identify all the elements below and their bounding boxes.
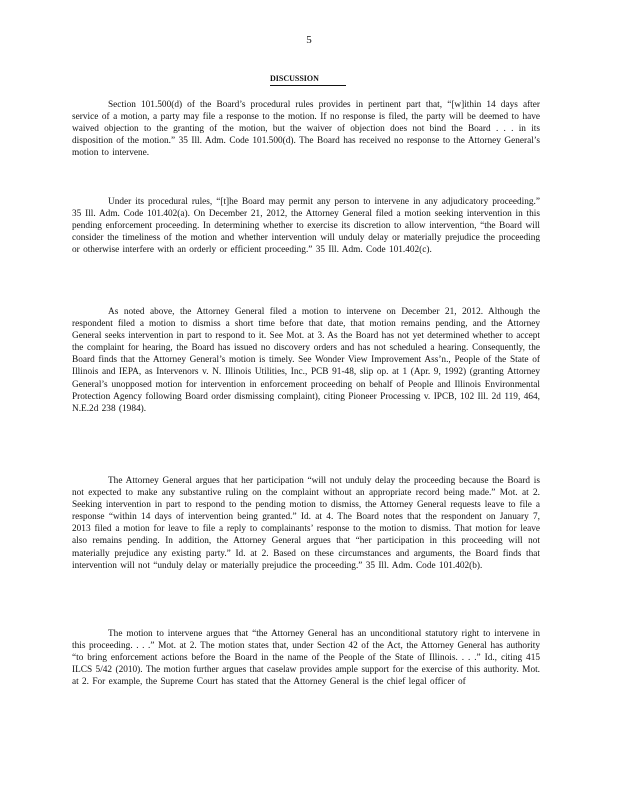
page-number: 5 [306, 34, 312, 46]
paragraph: The Attorney General argues that her participation “will not unduly delay the proceeding because the Board is not expected to make any substantive ruling on the complaint without an appropriate record being made.” Mot. at 2. Seeking intervention in part to respond to the pending motion to dismiss, the Attorney General requests leave to file a response “within 14 days of intervention being granted.” Id. at 4. The Board notes that the respondent on January 7, 2013 filed a motion for leave to file a reply to complainants’ response to the motion to dismiss. That motion for leave also remains pending. In addition, the Attorney General argues that “her participation in this proceeding will not materially prejudice any existing party.” Id. at 2. Based on these circumstances and arguments, the Board finds that intervention will not “unduly delay or materially prejudice the proceeding.” 35 Ill. Adm. Code 101.402(b). [72, 476, 540, 571]
paragraph: Under its procedural rules, “[t]he Board may permit any person to intervene in any adjudicatory proceeding.” 35 Ill. Adm. Code 101.402(a). On December 21, 2012, the Attorney General filed a motion seeking intervention in this pending enforcement proceeding. In determining whether to exercise its discretion to allow intervention, “the Board will consider the timeliness of the motion and whether intervention will unduly delay or materially prejudice the proceeding or otherwise interfere with an orderly or efficient proceeding.” 35 Ill. Adm. Code 101.402(c). [72, 197, 540, 256]
paragraph: Section 101.500(d) of the Board’s procedural rules provides in pertinent part that, “[w]ithin 14 days after service of a motion, a party may file a response to the motion. If no response is filed, the party will be deemed to have waived objection to the granting of the motion, but the waiver of objection does not bind the Board . . . in its disposition of the motion.” 35 Ill. Adm. Code 101.500(d). The Board has received no response to the Attorney General’s motion to intervene. [72, 100, 540, 159]
paragraph: As noted above, the Attorney General filed a motion to intervene on December 21, 2012. Although the respondent filed a motion to dismiss a short time before that date, that motion remains pending, and the Attorney General seeks intervention in part to respond to it. See Mot. at 3. As the Board has not yet determined whether to accept the complaint for hearing, the Board has issued no discovery orders and has not scheduled a hearing. Consequently, the Board finds that the Attorney General’s motion is timely. See Wonder View Improvement Ass’n., People of the State of Illinois and IEPA, as Intervenors v. N. Illinois Utilities, Inc., PCB 91-48, slip op. at 1 (Apr. 9, 1992) (granting Attorney General’s unopposed motion for intervention in enforcement proceeding on behalf of People and Illinois Environmental Protection Agency following Board order dismissing complaint), citing Pioneer Processing v. IPCB, 102 Ill. 2d 119, 464, N.E.2d 238 (1984). [72, 307, 540, 414]
section-heading: DISCUSSION [270, 74, 346, 86]
paragraph: The motion to intervene argues that “the Attorney General has an unconditional statutory right to intervene in this proceeding. . . .” Mot. at 2. The motion states that, under Section 42 of the Act, the Attorney General has authority “to bring enforcement actions before the Board in the name of the People of the State of Illinois. . . .” Id., citing 415 ILCS 5/42 (2010). The motion further argues that caselaw provides ample support for the exercise of this authority. Mot. at 2. For example, the Supreme Court has stated that the Attorney General is the chief legal officer of [72, 629, 540, 688]
